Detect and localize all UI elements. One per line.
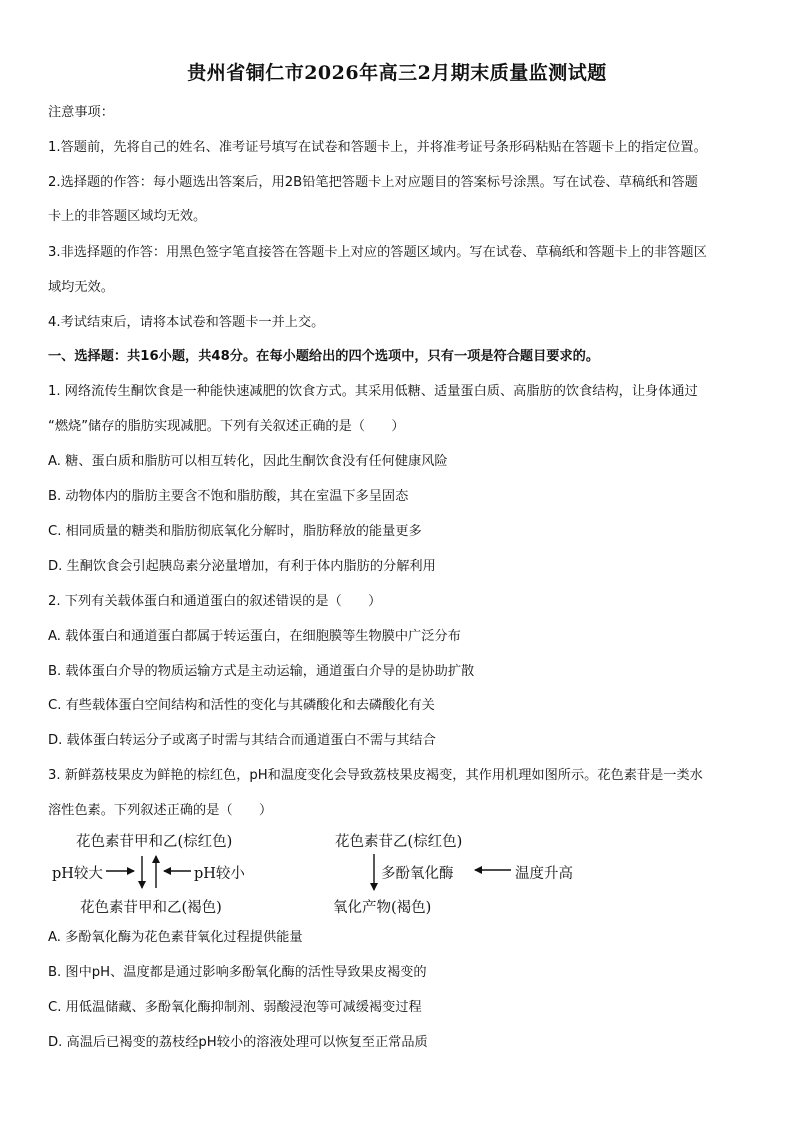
note-line: 3.非选择题的作答：用黑色签字笔直接答在答题卡上对应的答题区域内。写在试卷、草稿纸和答题卡上的非答题区: [48, 245, 707, 260]
diagram-left-bottom: 花色素苷甲和乙(褐色): [80, 900, 222, 916]
diagram-ph-high: pH较大: [52, 866, 103, 882]
notes-heading: 注意事项：: [48, 105, 114, 120]
section-heading: 一、选择题：共16小题，共48分。在每小题给出的四个选项中，只有一项是符合题目要求的。: [48, 349, 600, 364]
q2-option-a: A. 载体蛋白和通道蛋白都属于转运蛋白，在细胞膜等生物膜中广泛分布: [48, 629, 461, 644]
q3-option-b: B. 图中pH、温度都是通过影响多酚氧化酶的活性导致果皮褐变的: [48, 965, 427, 980]
browning-mechanism-diagram: [48, 826, 608, 918]
q3-option-c: C. 用低温储藏、多酚氧化酶抑制剂、弱酸浸泡等可减缓褐变过程: [48, 1000, 422, 1015]
q1-option-a: A. 糖、蛋白质和脂肪可以相互转化，因此生酮饮食没有任何健康风险: [48, 454, 448, 469]
q1-option-d: D. 生酮饮食会引起胰岛素分泌量增加，有利于体内脂肪的分解利用: [48, 559, 436, 574]
q2-option-c: C. 有些载体蛋白空间结构和活性的变化与其磷酸化和去磷酸化有关: [48, 698, 435, 713]
diagram-right-bottom: 氧化产物(褐色): [333, 900, 432, 916]
page-title: 贵州省铜仁市2026年高三2月期末质量监测试题: [187, 62, 607, 84]
q3-option-d: D. 高温后已褐变的荔枝经pH较小的溶液处理可以恢复至正常品质: [48, 1035, 428, 1050]
q2-stem: 2. 下列有关载体蛋白和通道蛋白的叙述错误的是（ ）: [48, 594, 382, 609]
diagram-right-top: 花色素苷乙(棕红色): [335, 834, 463, 850]
diagram-left-top: 花色素苷甲和乙(棕红色): [76, 834, 233, 850]
q2-option-d: D. 载体蛋白转运分子或离子时需与其结合而通道蛋白不需与其结合: [48, 733, 436, 748]
diagram-ph-low: pH较小: [194, 866, 245, 882]
note-line: 4.考试结束后，请将本试卷和答题卡一并上交。: [48, 315, 325, 330]
q1-stem: 1. 网络流传生酮饮食是一种能快速减肥的饮食方式。其采用低糖、适量蛋白质、高脂肪的饮食结构，让身体通过: [48, 384, 698, 399]
diagram-enzyme: 多酚氧化酶: [381, 866, 454, 882]
q1-option-c: C. 相同质量的糖类和脂肪彻底氧化分解时，脂肪释放的能量更多: [48, 524, 422, 539]
q2-option-b: B. 载体蛋白介导的物质运输方式是主动运输，通道蛋白介导的是协助扩散: [48, 664, 475, 679]
note-line: 2.选择题的作答：每小题选出答案后，用2B铅笔把答题卡上对应题目的答案标号涂黑。写在试卷、草稿纸和答题: [48, 175, 698, 190]
note-line: 域均无效。: [48, 280, 114, 295]
note-line: 卡上的非答题区域均无效。: [48, 209, 207, 224]
q3-option-a: A. 多酚氧化酶为花色素苷氧化过程提供能量: [48, 930, 303, 945]
q1-stem: “燃烧”储存的脂肪实现减肥。下列有关叙述正确的是（ ）: [48, 419, 405, 434]
note-line: 1.答题前，先将自己的姓名、准考证号填写在试卷和答题卡上，并将准考证号条形码粘贴在答题卡上的指定位置。: [48, 140, 707, 155]
diagram-temperature: 温度升高: [515, 866, 573, 882]
q1-option-b: B. 动物体内的脂肪主要含不饱和脂肪酸，其在室温下多呈固态: [48, 489, 409, 504]
diagram-arrows: [48, 826, 608, 918]
q3-stem: 3. 新鲜荔枝果皮为鲜艳的棕红色，pH和温度变化会导致荔枝果皮褐变，其作用机理如图所示。花色素苷是一类水: [48, 768, 703, 783]
q3-stem: 溶性色素。下列叙述正确的是（ ）: [48, 803, 273, 818]
